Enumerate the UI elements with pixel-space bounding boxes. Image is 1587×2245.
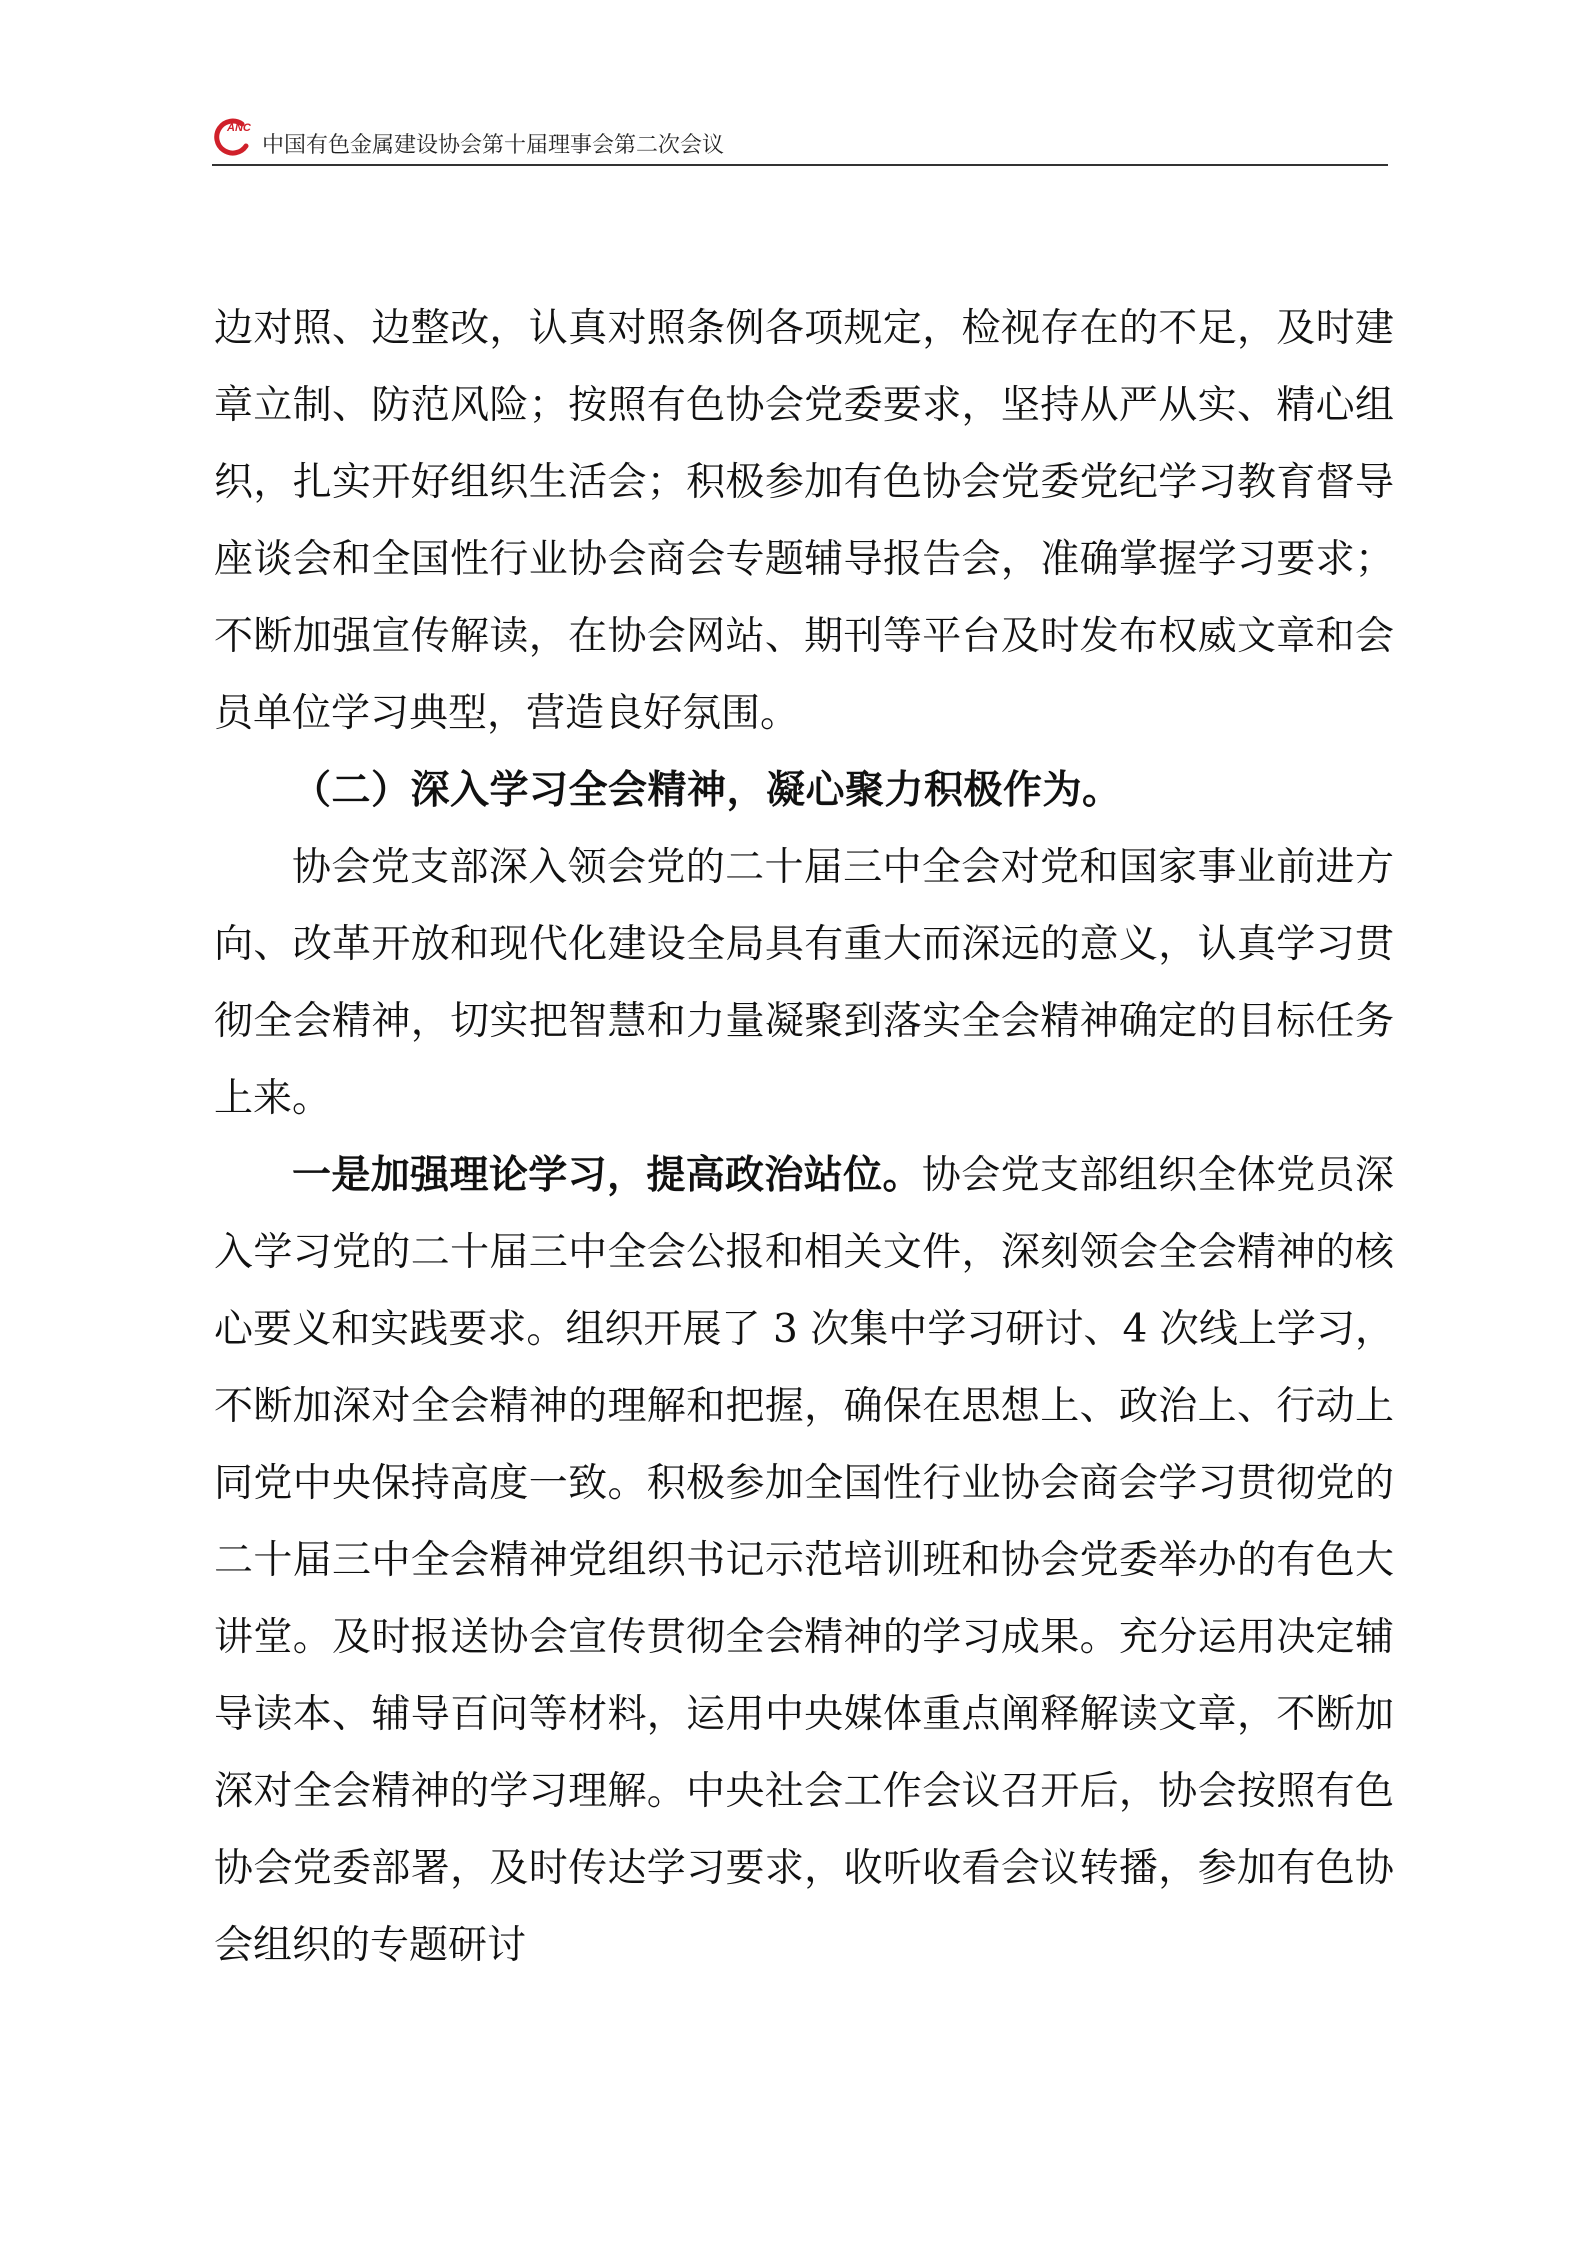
document-body bbox=[214, 290, 1394, 1984]
logo-text: ANC bbox=[227, 122, 251, 134]
section-heading: （二）深入学习全会精神，凝心聚力积极作为。 bbox=[292, 767, 1122, 813]
paragraph-body: 协会党支部组织全体党员深入学习党的二十届三中全会公报和相关文件，深刻领会全会精神的核心要义和实践要求。组织开展了 3 次集中学习研讨、4 次线上学习，不断加深对全会精神的理解和把握，确保在思想上、政治上、行动上同党中央保持高度一致。积极参加全国性行业协会商会学习贯彻党的二十届三中全会精神党组织书记示范培训班和协会党委举办的有色大讲堂。及时报送协会宣传贯彻全会精神的学习成果。充分运用决定辅导读本、辅导百问等材料，运用中央媒体重点阐释解读文章，不断加深对全会精神的学习理解。中央社会工作会议召开后，协会按照有色协会党委部署，及时传达学习要求，收听收看会议转播，参加有色协会组织的专题研讨 bbox=[214, 1153, 1394, 1968]
page-header bbox=[212, 108, 1388, 166]
paragraph-intro: 协会党支部深入领会党的二十届三中全会对党和国家事业前进方向、改革开放和现代化建设全局具有重大而深远的意义，认真学习贯彻全会精神，切实把智慧和力量凝聚到落实全会精神确定的目标任务上来。 bbox=[214, 845, 1394, 1121]
paragraph-lead-heading: 一是加强理论学习，提高政治站位。 bbox=[292, 1152, 922, 1198]
header-title: 中国有色金属建设协会第十届理事会第二次会议 bbox=[262, 133, 725, 158]
paragraph-theory-study bbox=[214, 1137, 1394, 1984]
association-logo bbox=[212, 116, 258, 156]
paragraph-continued: 边对照、边整改，认真对照条例各项规定，检视存在的不足，及时建章立制、防范风险；按照有色协会党委要求，坚持从严从实、精心组织，扎实开好组织生活会；积极参加有色协会党委党纪学习教育督导座谈会和全国性行业协会商会专题辅导报告会，准确掌握学习要求；不断加强宣传解读，在协会网站、期刊等平台及时发布权威文章和会员单位学习典型，营造良好氛围。 bbox=[214, 306, 1394, 736]
